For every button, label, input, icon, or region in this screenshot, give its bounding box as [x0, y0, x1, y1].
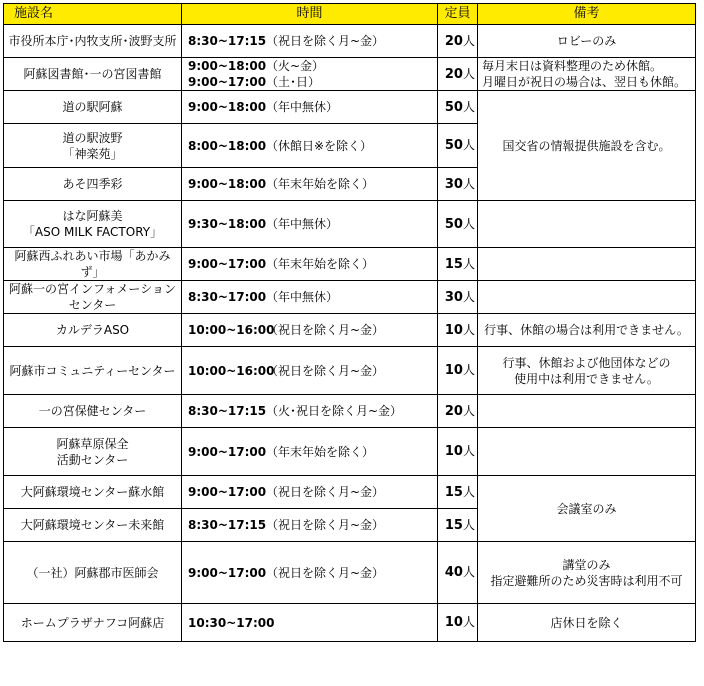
- days-condition: （祝日を除く月~金）: [266, 485, 385, 499]
- header-notes: 備考: [478, 4, 696, 25]
- hours-line: [188, 363, 433, 379]
- capacity: [438, 428, 478, 476]
- note-line: 会議室のみ: [556, 501, 617, 516]
- hours-line: [188, 289, 433, 305]
- note-line: 行事、休館の場合は利用できません。: [484, 323, 689, 337]
- facility-name-line: 阿蘇一の宮インフォメーションセンター: [9, 282, 176, 312]
- opening-hours: [182, 395, 438, 428]
- notes: [478, 395, 696, 428]
- facility-name-line: 阿蘇市コミュニティーセンター: [9, 363, 176, 378]
- hours-line: [188, 176, 433, 192]
- facility-name: [4, 91, 182, 124]
- capacity-unit: 人: [462, 517, 475, 532]
- capacity: [438, 347, 478, 395]
- days-condition: （年末年始を除く）: [266, 257, 375, 271]
- days-condition: （休館日※を除く）: [266, 138, 373, 153]
- hours-line: [188, 517, 433, 533]
- opening-hours: [182, 604, 438, 642]
- opening-hours: [182, 476, 438, 509]
- hours-value: 10:00~16:00: [188, 363, 275, 378]
- note-line: ロビーのみ: [556, 34, 617, 48]
- facility-name: [4, 281, 182, 314]
- days-condition: （火･祝日を除く月~金）: [266, 404, 403, 418]
- capacity: [438, 281, 478, 314]
- hours-value: 9:00~18:00: [188, 100, 267, 114]
- facility-name: [4, 604, 182, 642]
- facility-name-line: 一の宮保健センター: [38, 404, 147, 418]
- capacity-value: 40: [444, 565, 463, 580]
- facility-name-line: 道の駅波野: [62, 130, 123, 145]
- facility-name-line: ホームプラザナフコ阿蘇店: [20, 615, 165, 630]
- opening-hours: [182, 25, 438, 58]
- hours-line: [188, 484, 433, 500]
- facility-name: [4, 248, 182, 281]
- capacity: [438, 476, 478, 509]
- facility-name-line: 活動センター: [56, 452, 129, 467]
- capacity-value: 10: [444, 615, 463, 630]
- facility-name: [4, 25, 182, 58]
- hours-value: 9:30~18:00: [188, 217, 267, 231]
- table-row: [4, 58, 696, 91]
- capacity-unit: 人: [462, 66, 475, 81]
- table-row: [4, 201, 696, 248]
- capacity-value: 50: [444, 99, 463, 115]
- opening-hours: [182, 124, 438, 168]
- hours-value: 8:30~17:15: [188, 518, 267, 532]
- hours-line: [188, 256, 433, 272]
- header-row: [4, 4, 696, 25]
- hours-line: [188, 444, 433, 460]
- hours-line: [188, 565, 433, 581]
- notes: [478, 314, 696, 347]
- capacity-unit: 人: [462, 33, 475, 48]
- header-facility-name: 施設名: [4, 4, 182, 25]
- hours-value: 8:30~17:00: [188, 290, 267, 304]
- capacity: [438, 201, 478, 248]
- capacity-unit: 人: [462, 484, 475, 499]
- capacity: [438, 91, 478, 124]
- days-condition: （年中無休）: [266, 217, 339, 231]
- days-condition: （祝日を除く月~金）: [266, 323, 385, 337]
- facility-name-line: 「ASO MILK FACTORY」: [22, 225, 163, 239]
- facility-name-line: あそ四季彩: [62, 177, 123, 191]
- capacity-unit: 人: [462, 363, 475, 377]
- capacity-unit: 人: [462, 138, 475, 152]
- capacity-unit: 人: [462, 256, 475, 271]
- hours-value: 9:00~17:00: [188, 444, 267, 459]
- opening-hours: [182, 58, 438, 91]
- hours-value: 9:00~17:00: [188, 485, 267, 499]
- capacity-value: 10: [444, 444, 463, 459]
- capacity: [438, 542, 478, 604]
- capacity-value: 15: [444, 484, 463, 500]
- capacity-value: 20: [444, 33, 463, 49]
- days-condition: （祝日を除く月~金）: [266, 34, 385, 48]
- opening-hours: [182, 314, 438, 347]
- days-condition: （火~金）: [266, 59, 325, 73]
- note-line: 毎月末日は資料整理のため休館。: [482, 59, 663, 73]
- note-line: 講堂のみ: [562, 557, 611, 572]
- hours-value: 8:30~17:15: [188, 34, 267, 48]
- hours-value: 10:00~16:00: [188, 323, 275, 337]
- days-condition: （年中無休）: [266, 100, 339, 114]
- capacity-value: 20: [444, 403, 463, 419]
- note-line: 使用中は利用できません。: [514, 371, 659, 386]
- table-row: [4, 25, 696, 58]
- table-row: [4, 395, 696, 428]
- facility-name: [4, 58, 182, 91]
- notes: [478, 347, 696, 395]
- table-row: [4, 314, 696, 347]
- capacity-unit: 人: [462, 99, 475, 114]
- hours-value: 9:00~18:00: [188, 177, 267, 191]
- capacity-value: 50: [444, 138, 463, 153]
- capacity-unit: 人: [462, 176, 475, 191]
- capacity-unit: 人: [462, 289, 475, 304]
- notes: [478, 281, 696, 314]
- table-row: [4, 476, 696, 509]
- capacity: [438, 395, 478, 428]
- capacity-value: 30: [444, 289, 463, 305]
- opening-hours: [182, 509, 438, 542]
- days-condition: （祝日を除く月~金）: [266, 565, 385, 580]
- facility-name: [4, 509, 182, 542]
- notes: [478, 248, 696, 281]
- hours-line: [188, 138, 433, 154]
- capacity: [438, 604, 478, 642]
- hours-line: [188, 216, 433, 232]
- opening-hours: [182, 248, 438, 281]
- opening-hours: [182, 91, 438, 124]
- facility-name: [4, 201, 182, 248]
- facility-name: [4, 168, 182, 201]
- facility-name-line: はな阿蘇美: [62, 209, 123, 223]
- capacity-value: 20: [444, 66, 463, 82]
- hours-line: [188, 99, 433, 115]
- notes: [478, 58, 696, 91]
- notes: [478, 604, 696, 642]
- facility-name: [4, 542, 182, 604]
- notes: [478, 25, 696, 58]
- hours-value: 9:00~17:00: [188, 565, 267, 580]
- capacity: [438, 58, 478, 91]
- note-line: 行事、休館および他団体などの: [502, 355, 671, 370]
- notes: [478, 91, 696, 201]
- facility-table: [3, 3, 696, 642]
- table-row: [4, 604, 696, 642]
- facility-name-line: 市役所本庁･内牧支所･波野支所: [8, 34, 177, 48]
- hours-line: [188, 615, 433, 631]
- days-condition: （年末年始を除く）: [266, 177, 375, 191]
- header-capacity: 定員: [438, 4, 478, 25]
- capacity-value: 30: [444, 176, 463, 192]
- capacity-value: 50: [444, 216, 463, 232]
- facility-name: [4, 124, 182, 168]
- capacity: [438, 314, 478, 347]
- capacity-unit: 人: [462, 565, 475, 579]
- table-row: [4, 542, 696, 604]
- facility-name-line: 阿蘇西ふれあい市場「あかみず」: [14, 249, 171, 279]
- hours-line: [188, 403, 433, 419]
- days-condition: （年末年始を除く）: [266, 444, 375, 459]
- facility-name-line: 阿蘇図書館･一の宮図書館: [23, 67, 162, 81]
- table-row: [4, 428, 696, 476]
- days-condition: （土･日）: [266, 75, 321, 89]
- opening-hours: [182, 428, 438, 476]
- note-line: 店休日を除く: [550, 615, 623, 630]
- hours-value: 9:00~17:00: [188, 75, 267, 89]
- facility-name: [4, 314, 182, 347]
- facility-name-line: 阿蘇草原保全: [56, 436, 129, 451]
- opening-hours: [182, 201, 438, 248]
- hours-value: 8:00~18:00: [188, 138, 267, 153]
- table-row: [4, 91, 696, 124]
- hours-line: [188, 74, 433, 90]
- capacity-unit: 人: [462, 216, 475, 231]
- table-row: [4, 347, 696, 395]
- opening-hours: [182, 347, 438, 395]
- facility-name-line: 道の駅阿蘇: [62, 100, 123, 114]
- capacity: [438, 25, 478, 58]
- days-condition: （祝日を除く月~金）: [266, 363, 385, 378]
- hours-line: [188, 33, 433, 49]
- capacity-value: 15: [444, 517, 463, 533]
- hours-line: [188, 58, 433, 74]
- capacity: [438, 509, 478, 542]
- notes: [478, 476, 696, 542]
- note-line: 月曜日が祝日の場合は、翌日も休館。: [482, 75, 687, 89]
- capacity-unit: 人: [462, 322, 475, 337]
- facility-name-line: 大阿蘇環境センター未来館: [20, 518, 165, 532]
- notes: [478, 201, 696, 248]
- capacity: [438, 248, 478, 281]
- table-row: [4, 248, 696, 281]
- capacity-unit: 人: [462, 403, 475, 418]
- opening-hours: [182, 281, 438, 314]
- facility-name: [4, 476, 182, 509]
- facility-name: [4, 395, 182, 428]
- facility-name-line: カルデラASO: [55, 323, 130, 337]
- capacity: [438, 124, 478, 168]
- capacity-value: 15: [444, 256, 463, 272]
- facility-name: [4, 347, 182, 395]
- hours-value: 9:00~18:00: [188, 59, 267, 73]
- opening-hours: [182, 168, 438, 201]
- facility-name-line: 大阿蘇環境センター蘇水館: [20, 485, 165, 499]
- days-condition: （年中無休）: [266, 290, 339, 304]
- capacity-unit: 人: [462, 444, 475, 458]
- capacity-value: 10: [444, 363, 463, 378]
- capacity: [438, 168, 478, 201]
- hours-value: 10:30~17:00: [188, 615, 275, 630]
- capacity-unit: 人: [462, 615, 475, 629]
- note-line: 国交省の情報提供施設を含む。: [502, 138, 671, 153]
- notes: [478, 542, 696, 604]
- note-line: 指定避難所のため災害時は利用不可: [490, 573, 683, 588]
- notes: [478, 428, 696, 476]
- facility-name-line: 「神楽苑」: [62, 146, 123, 161]
- opening-hours: [182, 542, 438, 604]
- facility-name-line: （一社）阿蘇郡市医師会: [26, 565, 159, 580]
- header-time: 時間: [182, 4, 438, 25]
- hours-value: 8:30~17:15: [188, 404, 267, 418]
- hours-line: [188, 322, 433, 338]
- hours-value: 9:00~17:00: [188, 257, 267, 271]
- capacity-value: 10: [444, 322, 463, 338]
- table-row: [4, 281, 696, 314]
- facility-name: [4, 428, 182, 476]
- days-condition: （祝日を除く月~金）: [266, 518, 385, 532]
